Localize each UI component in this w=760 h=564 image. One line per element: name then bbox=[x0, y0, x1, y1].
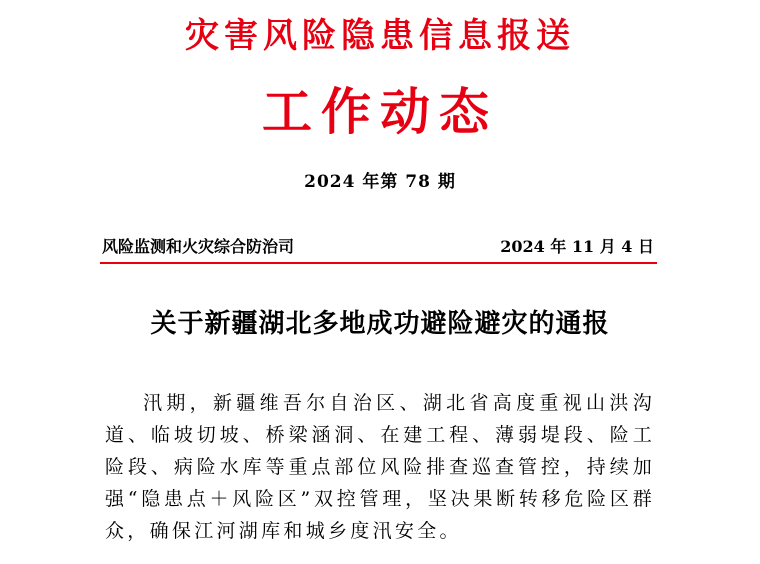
issue-date: 2024 年 11 月 4 日 bbox=[500, 237, 654, 256]
header-subtitle: 工作动态 bbox=[262, 82, 498, 141]
document-body: 汛期，新疆维吾尔自治区、湖北省高度重视山洪沟道、临坡切坡、桥梁涵洞、在建工程、薄弱堤段、险工险段、病险水库等重点部位风险排查巡查管控，持续加强“隐患点＋风险区”双控管理，坚决果断转移危险区群众，确保江河湖库和城乡度汛安全。 bbox=[105, 392, 655, 542]
meta-row bbox=[102, 236, 654, 258]
red-divider bbox=[100, 262, 657, 264]
header-title: 灾害风险隐患信息报送 bbox=[185, 16, 575, 56]
issue-number: 2024 年第 78 期 bbox=[304, 172, 456, 192]
document-title: 关于新疆湖北多地成功避险避灾的通报 bbox=[150, 309, 610, 339]
department-name: 风险监测和火灾综合防治司 bbox=[102, 237, 295, 256]
